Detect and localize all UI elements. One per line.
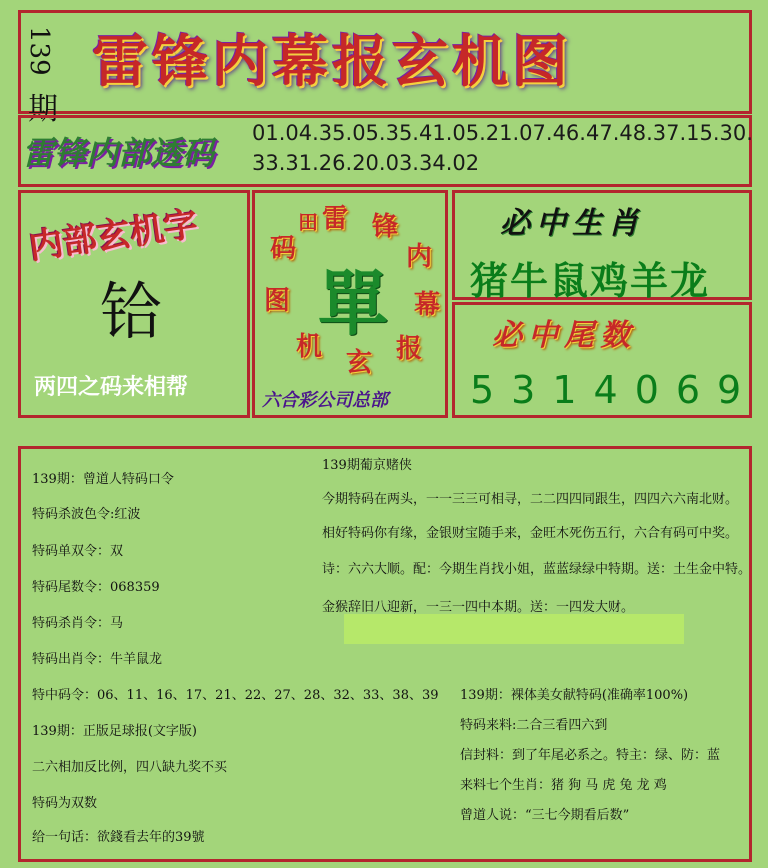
circle-char: 雷 — [322, 204, 349, 234]
bottom-center-line: 139期葡京赌侠 — [322, 458, 412, 473]
circle-char: 幕 — [414, 290, 441, 320]
bottom-left-line: 二六相加反比例，四八缺九奖不买 — [32, 760, 228, 775]
page-title: 雷锋内幕报玄机图 — [92, 29, 572, 95]
bottom-left-line: 特码为双数 — [32, 796, 98, 811]
inner-riddle-hint: 两四之码来相帮 — [34, 374, 189, 400]
bottom-left-line: 特码杀波色令:红波 — [32, 507, 141, 522]
bottom-center-line: 诗：六六大顺。配：今期生肖找小姐，蓝蓝绿绿中特期。送：土生金中特。 — [322, 562, 752, 577]
circle-char: 玄 — [346, 348, 373, 378]
tail-title: 必中尾数 — [492, 318, 636, 353]
issue-number: 139 — [24, 26, 54, 76]
secret-code-line-2: 33.31.26.20.03.34.02 — [252, 151, 480, 175]
bottom-left-line: 给一句话：欲錢看去年的39號 — [32, 830, 205, 845]
bottom-left-line: 特码单双令：双 — [32, 544, 124, 559]
bottom-center-line: 金猴辞旧八迎新，一三一四中本期。送：一四发大财。 — [322, 600, 635, 615]
issue-suffix: 期 — [28, 92, 58, 127]
circle-char: 锋 — [372, 212, 399, 242]
center-footer: 六合彩公司总部 — [262, 390, 388, 411]
secret-code-numbers — [252, 118, 753, 178]
bottom-left-line: 特码尾数令：068359 — [32, 580, 160, 595]
inner-riddle-char: 铪 — [100, 275, 163, 348]
circle-char: 机 — [296, 332, 323, 362]
bottom-right-line: 来料七个生肖：猪 狗 马 虎 兔 龙 鸡 — [460, 778, 667, 793]
bottom-center-line: 相好特码你有缘，金银财宝随手来，金旺木死伤五行，六合有码可中奖。 — [322, 526, 739, 541]
circle-char: 报 — [396, 334, 423, 364]
bottom-right-line: 信封料：到了年尾必系之。特主：绿、防：蓝 — [460, 748, 721, 763]
bottom-left-line: 特码杀肖令：马 — [32, 616, 124, 631]
circle-char: 图 — [264, 286, 291, 316]
secret-code-label: 雷锋内部透码 — [22, 134, 215, 172]
issue-badge — [22, 12, 70, 127]
secret-code-line-1: 01.04.35.05.35.41.05.21.07.46.47.48.37.15.30. — [252, 121, 753, 145]
zodiac-title: 必中生肖 — [500, 206, 644, 241]
bottom-left-line: 特码出肖令：牛羊鼠龙 — [32, 652, 163, 667]
highlight-strip — [344, 614, 684, 644]
bottom-right-line: 139期：裸体美女献特码(准确率100%) — [460, 688, 689, 703]
circle-char: 码 — [270, 234, 297, 264]
bottom-left-line: 特中码令：06、11、16、17、21、22、27、28、32、33、38、39 — [32, 688, 439, 703]
circle-char: 田 — [298, 210, 318, 234]
bottom-left-line: 139期：正版足球报(文字版) — [32, 724, 197, 739]
bottom-right-line: 特码来料:二合三看四六到 — [460, 718, 608, 733]
zodiac-value: 猪牛鼠鸡羊龙 — [470, 258, 711, 303]
tail-value: 5314069 — [470, 368, 759, 412]
bottom-right-line: 曾道人说：“三七今期看后数” — [460, 808, 630, 823]
circle-char: 内 — [406, 242, 433, 272]
inner-riddle-label: 内部玄机字 — [26, 204, 201, 268]
center-big-char: 單 — [318, 262, 388, 345]
bottom-left-line: 139期：曾道人特码口令 — [32, 472, 174, 487]
bottom-center-line: 今期特码在两头，一一三三可相寻，二二四四同跟生，四四六六南北财。 — [322, 492, 739, 507]
